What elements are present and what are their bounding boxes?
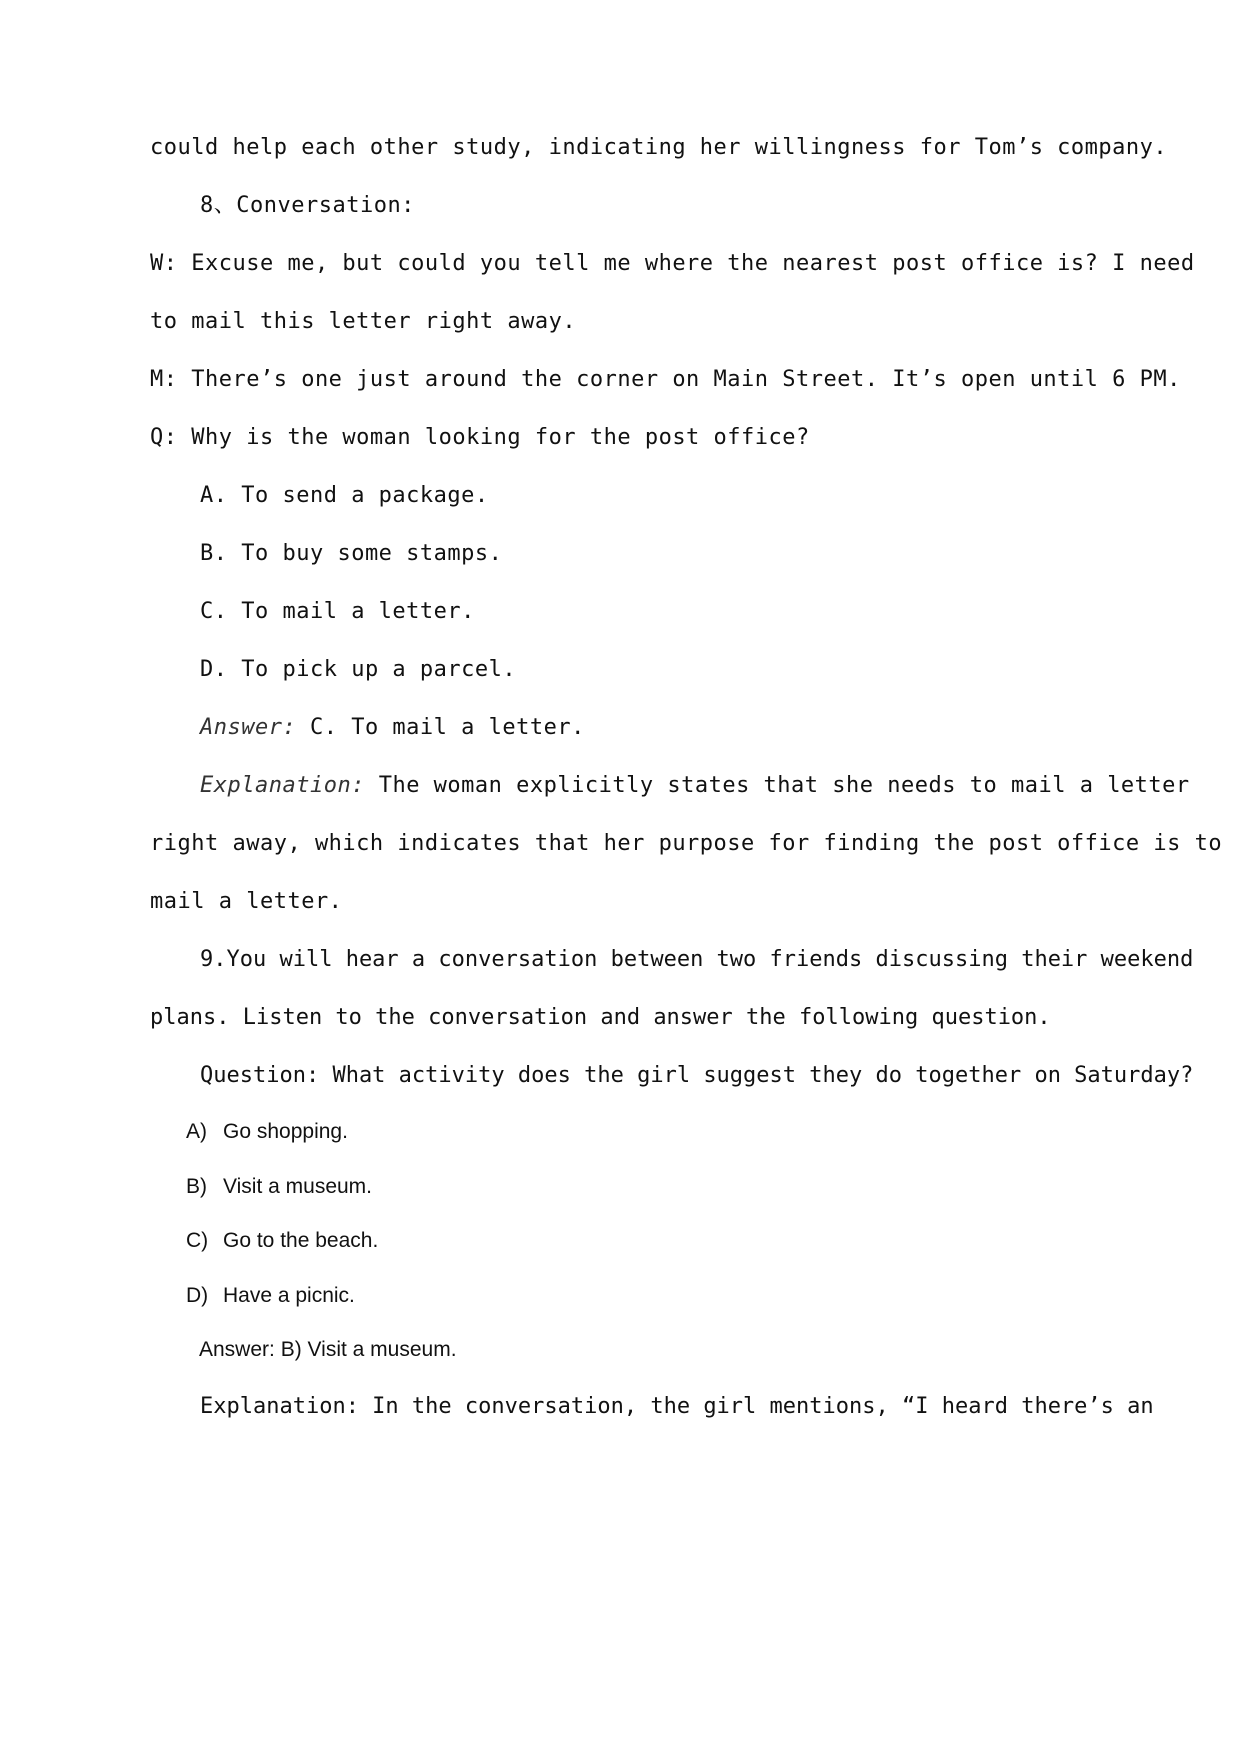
q9-option-d xyxy=(186,1281,355,1311)
q8-option-d: D. To pick up a parcel. xyxy=(200,657,517,682)
q9-option-c xyxy=(186,1226,378,1256)
q9-answer: Answer: B) Visit a museum. xyxy=(199,1338,457,1361)
option-text: Have a picnic. xyxy=(223,1284,355,1307)
option-label: A) xyxy=(186,1120,207,1143)
q9-option-a xyxy=(186,1117,348,1147)
explanation-text: The woman explicitly states that she needs to mail a letter xyxy=(364,773,1190,798)
q8-option-a: A. To send a package. xyxy=(200,483,489,508)
text-line: plans. Listen to the conversation and answer the following question. xyxy=(150,1005,1051,1030)
q9-option-b xyxy=(186,1172,372,1202)
question-8-prompt: Q: Why is the woman looking for the post office? xyxy=(150,425,810,450)
answer-text: C. To mail a letter. xyxy=(296,715,585,740)
q8-option-c: C. To mail a letter. xyxy=(200,599,475,624)
option-text: Go shopping. xyxy=(223,1120,348,1143)
dialogue-woman-line: W: Excuse me, but could you tell me where the nearest post office is? I need xyxy=(150,251,1195,276)
explanation-label: Explanation: xyxy=(200,773,365,798)
option-text: Visit a museum. xyxy=(223,1175,372,1198)
q8-option-b: B. To buy some stamps. xyxy=(200,541,503,566)
question-9-prompt: Question: What activity does the girl suggest they do together on Saturday? xyxy=(200,1063,1194,1088)
q8-explanation xyxy=(200,771,1190,801)
text-line: right away, which indicates that her purpose for finding the post office is to xyxy=(150,831,1223,856)
answer-label: Answer: xyxy=(200,715,297,740)
option-label: C) xyxy=(186,1229,209,1252)
option-text: Go to the beach. xyxy=(223,1229,379,1252)
text-line: could help each other study, indicating her willingness for Tom’s company. xyxy=(150,135,1168,160)
text-line: mail a letter. xyxy=(150,889,343,914)
dialogue-man-line: M: There’s one just around the corner on Main Street. It’s open until 6 PM. xyxy=(150,367,1181,392)
question-9-heading: 9.You will hear a conversation between two friends discussing their weekend xyxy=(200,947,1194,972)
dialogue-woman-line-cont: to mail this letter right away. xyxy=(150,309,577,334)
question-8-heading: 8、Conversation: xyxy=(200,193,415,218)
option-label: B) xyxy=(186,1175,207,1198)
q8-answer xyxy=(200,713,585,743)
q9-explanation: Explanation: In the conversation, the girl mentions, “I heard there’s an xyxy=(200,1394,1154,1419)
option-label: D) xyxy=(186,1284,209,1307)
